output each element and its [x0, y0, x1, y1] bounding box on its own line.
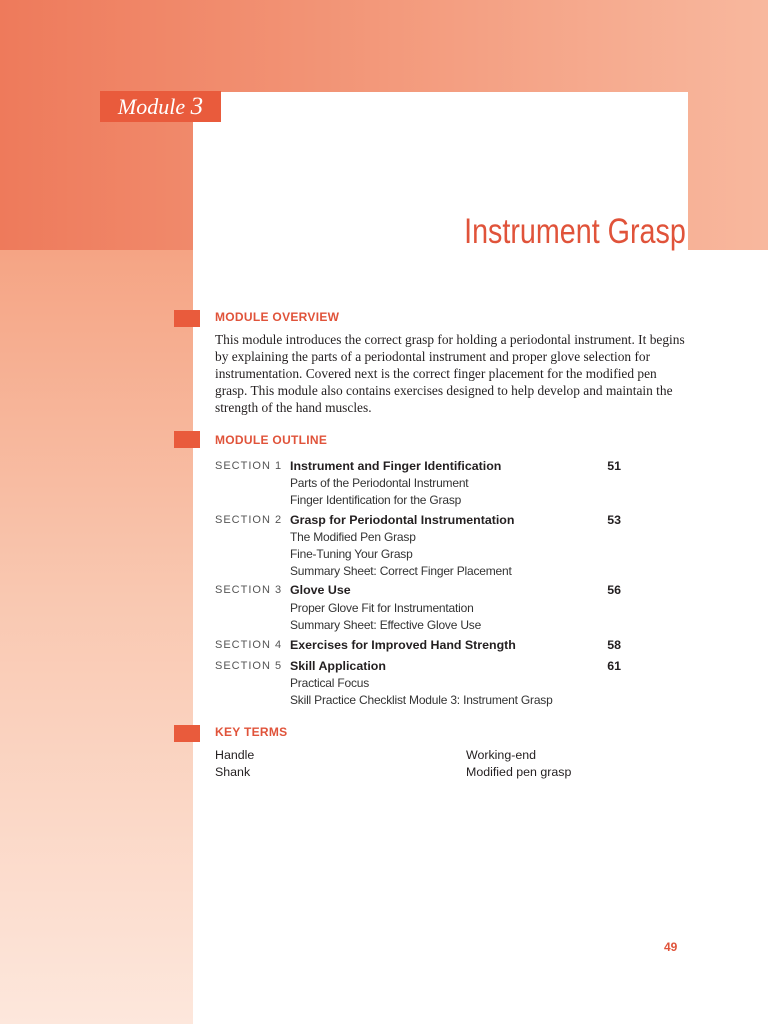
- module-number: 3: [190, 93, 204, 120]
- section-page: 51: [607, 459, 621, 473]
- section-title: Instrument and Finger Identification: [290, 459, 502, 473]
- section-subitem: Skill Practice Checklist Module 3: Instrument Grasp: [290, 693, 553, 707]
- section-title: Skill Application: [290, 659, 386, 673]
- module-tag: [100, 91, 221, 122]
- section-subitem: Finger Identification for the Grasp: [290, 493, 462, 507]
- section-page: 58: [607, 638, 621, 652]
- section-title: Glove Use: [290, 583, 351, 597]
- page-title: Instrument Grasp: [464, 212, 686, 251]
- section-label: SECTION 1: [215, 460, 283, 472]
- section-label: SECTION 3: [215, 584, 283, 596]
- section-title: Grasp for Periodontal Instrumentation: [290, 513, 515, 527]
- sidebar-background: [0, 250, 193, 1024]
- key-terms-marker: [174, 725, 200, 742]
- section-subitem: Parts of the Periodontal Instrument: [290, 476, 469, 490]
- section-label: SECTION 2: [215, 514, 283, 526]
- overview-text: This module introduces the correct grasp for holding a periodontal instrument. It begins by explaining the parts of a periodontal instrument and proper glove selection for instrumentation. Covered next is the correct finger placement for the modified pen grasp. This module also contains exercises designed to help develop and maintain the strength of the hand muscles.: [215, 332, 685, 415]
- section-page: 56: [607, 583, 621, 597]
- section-subitem: Fine-Tuning Your Grasp: [290, 547, 413, 561]
- overview-marker: [174, 310, 200, 327]
- section-label: SECTION 4: [215, 639, 283, 651]
- section-label: SECTION 5: [215, 660, 283, 672]
- overview-heading: MODULE OVERVIEW: [215, 310, 340, 324]
- key-terms-heading: KEY TERMS: [215, 725, 288, 739]
- outline-heading: MODULE OUTLINE: [215, 433, 328, 447]
- key-term: Handle: [215, 748, 255, 762]
- section-subitem: Proper Glove Fit for Instrumentation: [290, 601, 474, 615]
- right-margin: [688, 250, 768, 1024]
- section-page: 61: [607, 659, 621, 673]
- section-subitem: Summary Sheet: Effective Glove Use: [290, 618, 482, 632]
- key-term: Working-end: [466, 748, 537, 762]
- section-subitem: Summary Sheet: Correct Finger Placement: [290, 564, 512, 578]
- outline-marker: [174, 431, 200, 448]
- key-term: Modified pen grasp: [466, 765, 572, 779]
- section-subitem: The Modified Pen Grasp: [290, 530, 416, 544]
- section-title: Exercises for Improved Hand Strength: [290, 638, 516, 652]
- page-number: 49: [664, 940, 678, 954]
- section-subitem: Practical Focus: [290, 676, 370, 690]
- module-word: Module: [117, 94, 186, 119]
- key-term: Shank: [215, 765, 251, 779]
- section-page: 53: [607, 513, 621, 527]
